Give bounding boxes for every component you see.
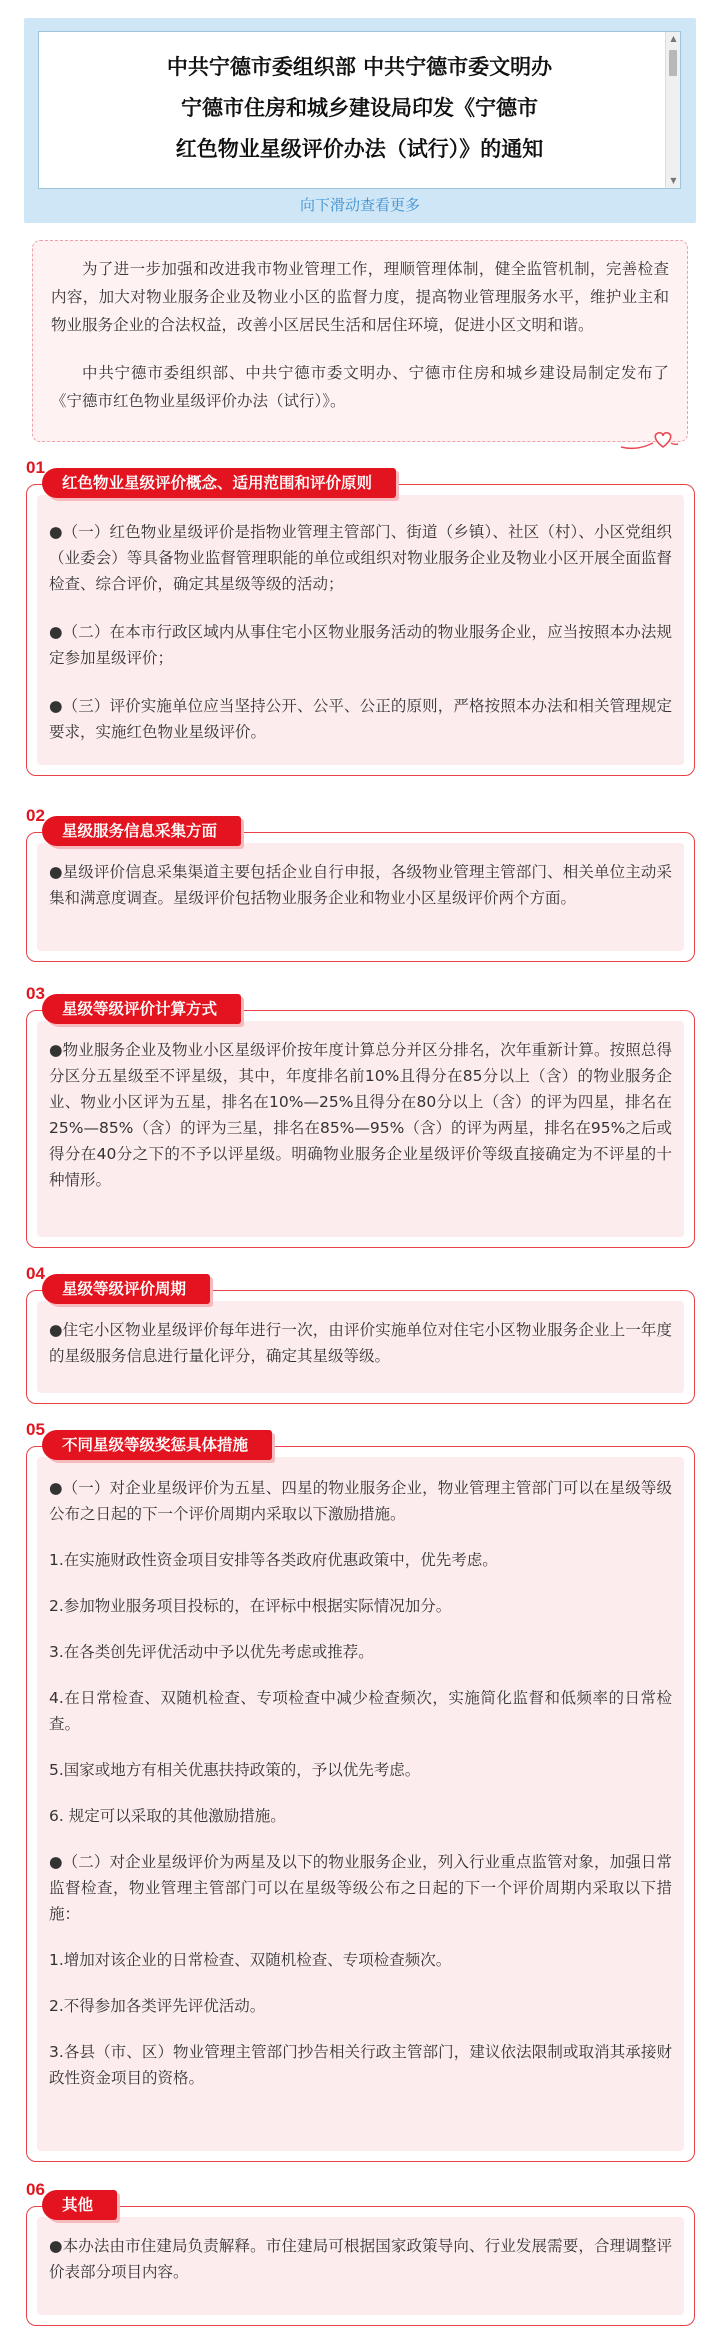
section-box	[26, 1290, 695, 1404]
section-paragraph: 3.各县（市、区）物业管理主管部门抄告相关行政主管部门，建议依法限制或取消其承接财政性资金项目的资格。	[49, 2043, 672, 2087]
section-title: 红色物业星级评价概念、适用范围和评价原则	[42, 468, 396, 498]
section-paragraph: ●本办法由市住建局负责解释。市住建局可根据国家政策导向、行业发展需要，合理调整评价表部分项目内容。	[49, 2237, 672, 2281]
section-05	[26, 1420, 695, 2160]
section-paragraph: ●（二）在本市行政区域内从事住宅小区物业服务活动的物业服务企业，应当按照本办法规定参加星级评价；	[49, 623, 672, 667]
section-01	[26, 458, 695, 778]
section-paragraph: ●（一）红色物业星级评价是指物业管理主管部门、街道（乡镇）、社区（村）、小区党组织（业委会）等具备物业监督管理职能的单位或组织对物业服务企业及物业小区开展全面监督检查、综合评价，确定其星级等级的活动；	[49, 523, 672, 593]
title-line: 宁德市住房和城乡建设局印发《宁德市	[181, 95, 538, 120]
section-paragraph: ●（三）评价实施单位应当坚持公开、公平、公正的原则，严格按照本办法和相关管理规定要求，实施红色物业星级评价。	[49, 697, 672, 741]
scroll-thumb[interactable]	[669, 50, 677, 76]
section-content	[37, 2217, 684, 2315]
section-number: 03	[26, 984, 45, 1003]
intro-box	[32, 240, 688, 442]
section-title: 不同星级等级奖惩具体措施	[42, 1430, 272, 1460]
section-content	[37, 1301, 684, 1393]
title-line: 中共宁德市委组织部 中共宁德市委文明办	[166, 54, 553, 79]
title-block	[39, 32, 680, 169]
section-paragraph: ●（一）对企业星级评价为五星、四星的物业服务企业，物业管理主管部门可以在星级等级公布之日起的下一个评价周期内采取以下激励措施。	[49, 1479, 672, 1523]
scroll-up-arrow-icon[interactable]: ▲	[670, 34, 677, 43]
section-paragraph: ●（二）对企业星级评价为两星及以下的物业服务企业，列入行业重点监管对象，加强日常监督检查，物业管理主管部门可以在星级等级公布之日起的下一个评价周期内采取以下措施：	[49, 1853, 672, 1923]
section-paragraph: 5.国家或地方有相关优惠扶持政策的，予以优先考虑。	[49, 1761, 421, 1779]
section-04	[26, 1264, 695, 1409]
scroll-hint: 向下滑动查看更多	[299, 196, 420, 214]
section-paragraph: ●住宅小区物业星级评价每年进行一次，由评价实施单位对住宅小区物业服务企业上一年度的星级服务信息进行量化评分，确定其星级等级。	[49, 1321, 672, 1365]
section-06	[26, 2180, 695, 2340]
section-title: 星级服务信息采集方面	[42, 816, 241, 846]
heart-decoration-icon	[619, 427, 679, 453]
section-box	[26, 2206, 695, 2326]
section-content	[37, 1021, 684, 1237]
section-number: 05	[26, 1420, 45, 1439]
section-number: 04	[26, 1264, 45, 1283]
section-box	[26, 1446, 695, 2162]
section-title: 其他	[42, 2190, 117, 2220]
section-box	[26, 484, 695, 776]
section-content	[37, 495, 684, 765]
section-number: 06	[26, 2180, 45, 2199]
section-03	[26, 984, 695, 1254]
section-paragraph: 2.不得参加各类评先评优活动。	[49, 1997, 266, 2015]
section-paragraph: 2.参加物业服务项目投标的，在评标中根据实际情况加分。	[49, 1597, 452, 1615]
section-number: 01	[26, 458, 45, 477]
scroll-down-arrow-icon[interactable]: ▼	[670, 176, 677, 185]
section-02	[26, 806, 695, 966]
section-paragraph: 6. 规定可以采取的其他激励措施。	[49, 1807, 286, 1825]
intro-paragraph: 为了进一步加强和改进我市物业管理工作，理顺管理体制，健全监管机制，完善检查内容，加大对物业服务企业及物业小区的监督力度，提高物业管理服务水平，维护业主和物业服务企业的合法权益，改善小区居民生活和居住环境，促进小区文明和谐。	[51, 260, 669, 334]
section-paragraph: 1.在实施财政性资金项目安排等各类政府优惠政策中，优先考虑。	[49, 1551, 498, 1569]
section-number: 02	[26, 806, 45, 825]
section-title: 星级等级评价周期	[42, 1274, 210, 1304]
section-paragraph: 1.增加对该企业的日常检查、双随机检查、专项检查频次。	[49, 1951, 452, 1969]
section-box	[26, 832, 695, 962]
section-title: 星级等级评价计算方式	[42, 994, 241, 1024]
section-content	[37, 843, 684, 951]
title-scroll-box[interactable]	[38, 31, 681, 189]
section-paragraph: 3.在各类创先评优活动中予以优先考虑或推荐。	[49, 1643, 374, 1661]
section-content	[37, 1457, 684, 2151]
section-box	[26, 1010, 695, 1248]
section-paragraph: ●物业服务企业及物业小区星级评价按年度计算总分并区分排名，次年重新计算。按照总得分区分五星级至不评星级，其中，年度排名前10%且得分在85分以上（含）的物业服务企业、物业小区评为五星，排名在10%—25%且得分在80分以上（含）的评为四星，排名在25%—85%（含）的评为三星，排名在85%—95%（含）的评为两星，排名在95%之后或得分在40分之下的不予以评星级。明确物业服务企业星级评价等级直接确定为不评星的十种情形。	[49, 1041, 672, 1189]
section-paragraph: ●星级评价信息采集渠道主要包括企业自行申报，各级物业管理主管部门、相关单位主动采集和满意度调查。星级评价包括物业服务企业和物业小区星级评价两个方面。	[49, 863, 672, 907]
section-paragraph: 4.在日常检查、双随机检查、专项检查中减少检查频次，实施简化监督和低频率的日常检查。	[49, 1689, 672, 1733]
scrollbar[interactable]	[665, 32, 680, 188]
header-banner	[24, 18, 696, 223]
title-line: 红色物业星级评价办法（试行）》的通知	[175, 136, 544, 161]
intro-paragraph: 中共宁德市委组织部、中共宁德市委文明办、宁德市住房和城乡建设局制定发布了《宁德市红色物业星级评价办法（试行）》。	[51, 364, 669, 410]
